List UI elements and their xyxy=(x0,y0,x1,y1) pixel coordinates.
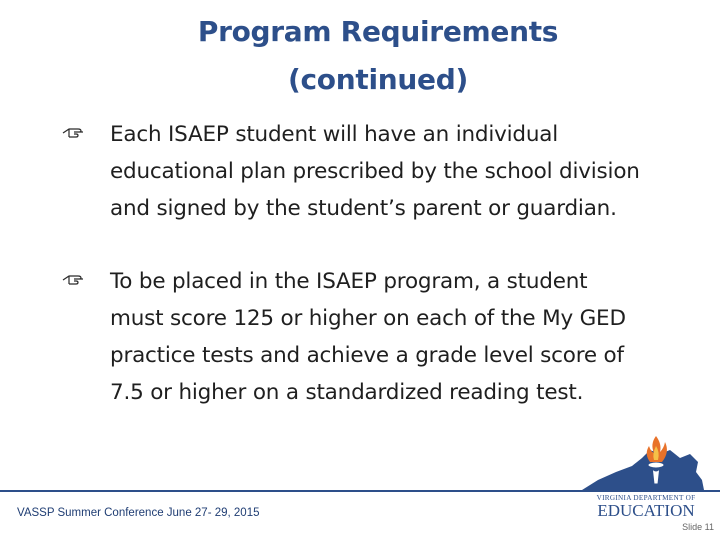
virginia-state-shape xyxy=(582,450,704,490)
bullet-item xyxy=(62,116,702,227)
bullet-line: and signed by the student’s parent or guardian. xyxy=(110,196,617,221)
slide-title xyxy=(120,8,636,104)
slide-title-line-2: (continued) xyxy=(288,63,468,96)
bullet-line: To be placed in the ISAEP program, a student xyxy=(110,269,588,294)
logo-line-2: EDUCATION xyxy=(597,501,695,520)
conference-footer: VASSP Summer Conference June 27- 29, 2015 xyxy=(17,507,260,519)
bullet-list xyxy=(62,116,702,411)
bullet-line: Each ISAEP student will have an individual xyxy=(110,122,559,147)
virginia-doe-logo xyxy=(576,432,710,524)
slide-title-line-1: Program Requirements xyxy=(197,15,559,48)
bullet-item xyxy=(62,263,702,411)
writing-hand-icon xyxy=(62,125,84,141)
logo-line-1: VIRGINIA DEPARTMENT OF xyxy=(596,494,696,502)
bullet-line: 7.5 or higher on a standardized reading test. xyxy=(110,380,584,405)
slide-number: Slide 11 xyxy=(682,522,714,532)
bullet-line: must score 125 or higher on each of the My GED xyxy=(110,306,626,331)
bullet-line: practice tests and achieve a grade level score of xyxy=(110,343,624,368)
bullet-line: educational plan prescribed by the school division xyxy=(110,159,640,184)
writing-hand-icon xyxy=(62,272,84,288)
